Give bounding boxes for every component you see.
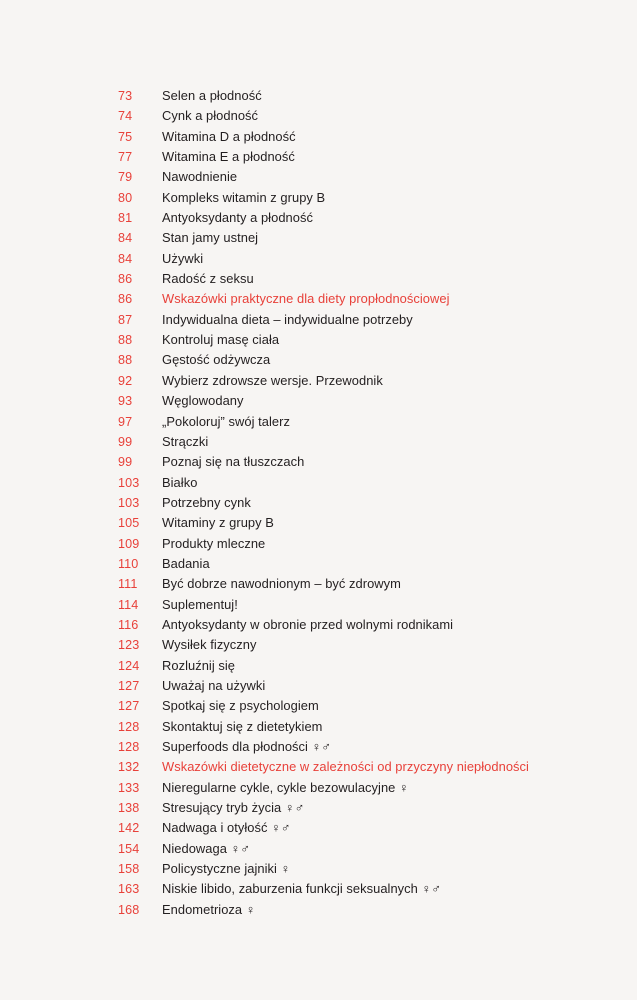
toc-entry-page-number: 92 bbox=[118, 373, 133, 388]
toc-entry-page-number: 138 bbox=[118, 801, 140, 816]
toc-entry[interactable] bbox=[118, 475, 597, 495]
toc-entry-page-number: 73 bbox=[118, 89, 133, 103]
toc-entry-page-number: 142 bbox=[118, 821, 140, 836]
toc-entry-title: Białko bbox=[162, 474, 198, 490]
toc-entry[interactable] bbox=[118, 556, 597, 576]
toc-entry-page-number: 124 bbox=[118, 658, 140, 673]
toc-entry[interactable] bbox=[118, 536, 597, 556]
toc-entry-title: Witamina E a płodność bbox=[162, 149, 295, 165]
toc-entry-page-number: 86 bbox=[118, 292, 133, 307]
toc-entry-title: Używki bbox=[162, 250, 204, 266]
toc-entry-title: Endometrioza ♀ bbox=[162, 901, 256, 917]
toc-entry-page-number: 110 bbox=[118, 556, 139, 571]
toc-entry-page-number: 87 bbox=[118, 312, 133, 327]
toc-entry[interactable] bbox=[118, 434, 597, 454]
toc-entry-title: Wskazówki praktyczne dla diety propłodnościowej bbox=[162, 291, 450, 307]
toc-entry[interactable] bbox=[118, 576, 597, 596]
toc-entry-page-number: 77 bbox=[118, 150, 133, 165]
toc-entry-page-number: 168 bbox=[118, 902, 140, 917]
toc-entry-title: Potrzebny cynk bbox=[162, 494, 251, 510]
toc-entry[interactable] bbox=[118, 251, 597, 271]
toc-entry-title: Niskie libido, zaburzenia funkcji seksualnych ♀♂ bbox=[162, 881, 441, 897]
toc-entry[interactable] bbox=[118, 169, 597, 189]
toc-entry-page-number: 99 bbox=[118, 434, 133, 449]
toc-entry[interactable] bbox=[118, 210, 597, 230]
toc-entry-page-number: 97 bbox=[118, 414, 133, 429]
toc-entry[interactable] bbox=[118, 800, 597, 820]
toc-entry-page-number: 123 bbox=[118, 638, 140, 653]
toc-entry-page-number: 99 bbox=[118, 455, 133, 470]
toc-entry-title: Selen a płodność bbox=[162, 88, 262, 103]
toc-entry-page-number: 103 bbox=[118, 495, 140, 510]
toc-entry-page-number: 84 bbox=[118, 231, 133, 246]
toc-entry[interactable] bbox=[118, 698, 597, 718]
toc-entry[interactable] bbox=[118, 861, 597, 881]
toc-entry-title: Kompleks witamin z grupy B bbox=[162, 189, 326, 205]
toc-entry[interactable] bbox=[118, 108, 597, 128]
toc-entry[interactable] bbox=[118, 617, 597, 637]
toc-entry-page-number: 86 bbox=[118, 272, 133, 287]
toc-entry-title: Być dobrze nawodnionym – być zdrowym bbox=[162, 576, 401, 592]
toc-entry-title: Nawodnienie bbox=[162, 169, 238, 185]
toc-entry-title: Badania bbox=[162, 555, 210, 571]
toc-entry-page-number: 74 bbox=[118, 109, 133, 124]
toc-entry-page-number: 127 bbox=[118, 699, 140, 714]
toc-entry-title: Witamina D a płodność bbox=[162, 128, 296, 144]
toc-entry-page-number: 132 bbox=[118, 760, 140, 775]
toc-entry-title: Nieregularne cykle, cykle bezowulacyjne ♀ bbox=[162, 779, 409, 795]
toc-entry-page-number: 105 bbox=[118, 516, 140, 531]
toc-entry-title: Stan jamy ustnej bbox=[162, 230, 259, 246]
toc-entry-page-number: 103 bbox=[118, 475, 140, 490]
toc-entry[interactable] bbox=[118, 291, 597, 311]
toc-entry-title: Gęstość odżywcza bbox=[162, 352, 271, 368]
toc-entry-title: Cynk a płodność bbox=[162, 108, 259, 124]
toc-entry-title: Węglowodany bbox=[162, 393, 244, 409]
toc-entry[interactable] bbox=[118, 149, 597, 169]
toc-entry[interactable] bbox=[118, 678, 597, 698]
toc-entry[interactable] bbox=[118, 332, 597, 352]
toc-entry-title: Niedowaga ♀♂ bbox=[162, 840, 251, 856]
toc-entry-page-number: 109 bbox=[118, 536, 140, 551]
toc-entry-page-number: 79 bbox=[118, 170, 133, 185]
toc-entry[interactable] bbox=[118, 658, 597, 678]
toc-entry-title: Indywidualna dieta – indywidualne potrzeby bbox=[162, 311, 413, 327]
toc-entry[interactable] bbox=[118, 271, 597, 291]
toc-entry-title: Radość z seksu bbox=[162, 271, 254, 287]
toc-entry[interactable] bbox=[118, 129, 597, 149]
toc-entry-title: Stresujący tryb życia ♀♂ bbox=[162, 800, 305, 816]
toc-entry-page-number: 128 bbox=[118, 719, 140, 734]
toc-entry[interactable] bbox=[118, 495, 597, 515]
toc-entry-title: Witaminy z grupy B bbox=[162, 515, 274, 531]
toc-entry[interactable] bbox=[118, 88, 597, 108]
toc-entry-page-number: 158 bbox=[118, 862, 140, 877]
toc-entry-title: Wybierz zdrowsze wersje. Przewodnik bbox=[162, 372, 383, 388]
toc-entry-title: Kontroluj masę ciała bbox=[162, 332, 280, 348]
toc-entry[interactable] bbox=[118, 739, 597, 759]
toc-entry-page-number: 88 bbox=[118, 353, 133, 368]
toc-entry[interactable] bbox=[118, 454, 597, 474]
toc-entry-title: Produkty mleczne bbox=[162, 535, 266, 551]
toc-entry-title: Suplementuj! bbox=[162, 596, 238, 612]
toc-entry[interactable] bbox=[118, 312, 597, 332]
toc-entry-title: Wysiłek fizyczny bbox=[162, 637, 257, 653]
toc-entry-page-number: 84 bbox=[118, 251, 133, 266]
toc-entry-title: Nadwaga i otyłość ♀♂ bbox=[162, 820, 291, 836]
toc-entry-title: Antyoksydanty w obronie przed wolnymi rodnikami bbox=[162, 616, 454, 632]
toc-entry-title: Poznaj się na tłuszczach bbox=[162, 454, 305, 470]
toc-entry-title: Spotkaj się z psychologiem bbox=[162, 698, 319, 714]
toc-entry[interactable] bbox=[118, 820, 597, 840]
toc-entry-page-number: 154 bbox=[118, 841, 140, 856]
toc-entry[interactable] bbox=[118, 414, 597, 434]
table-of-contents bbox=[118, 88, 597, 922]
toc-entry-page-number: 88 bbox=[118, 333, 133, 348]
toc-entry-page-number: 111 bbox=[118, 577, 138, 592]
toc-entry-page-number: 81 bbox=[118, 211, 133, 226]
toc-entry-page-number: 75 bbox=[118, 129, 133, 144]
toc-entry-title: Antyoksydanty a płodność bbox=[162, 210, 313, 226]
toc-entry[interactable] bbox=[118, 780, 597, 800]
toc-entry[interactable] bbox=[118, 841, 597, 861]
toc-entry[interactable] bbox=[118, 230, 597, 250]
toc-entry[interactable] bbox=[118, 719, 597, 739]
toc-entry-title: Skontaktuj się z dietetykiem bbox=[162, 718, 323, 734]
toc-entry-title: „Pokoloruj” swój talerz bbox=[162, 413, 290, 429]
toc-entry-title: Policystyczne jajniki ♀ bbox=[162, 861, 291, 877]
toc-entry[interactable] bbox=[118, 637, 597, 657]
toc-entry-page-number: 163 bbox=[118, 882, 140, 897]
toc-entry-title: Wskazówki dietetyczne w zależności od przyczyny niepłodności bbox=[162, 759, 529, 775]
toc-entry[interactable] bbox=[118, 597, 597, 617]
toc-entry[interactable] bbox=[118, 759, 597, 779]
toc-entry-title: Rozluźnij się bbox=[162, 657, 236, 673]
toc-entry-page-number: 133 bbox=[118, 780, 140, 795]
toc-entry-page-number: 116 bbox=[118, 617, 139, 632]
toc-entry[interactable] bbox=[118, 352, 597, 372]
toc-entry[interactable] bbox=[118, 902, 597, 922]
toc-entry[interactable] bbox=[118, 190, 597, 210]
toc-entry-title: Uważaj na używki bbox=[162, 677, 266, 693]
toc-entry-title: Superfoods dla płodności ♀♂ bbox=[162, 739, 332, 754]
toc-entry-page-number: 93 bbox=[118, 394, 133, 409]
toc-entry[interactable] bbox=[118, 515, 597, 535]
toc-entry[interactable] bbox=[118, 393, 597, 413]
toc-entry-page-number: 128 bbox=[118, 740, 140, 754]
toc-entry[interactable] bbox=[118, 881, 597, 901]
toc-entry-page-number: 127 bbox=[118, 678, 140, 693]
toc-entry-title: Strączki bbox=[162, 433, 209, 449]
toc-entry[interactable] bbox=[118, 373, 597, 393]
toc-entry-page-number: 80 bbox=[118, 190, 133, 205]
toc-entry-page-number: 114 bbox=[118, 597, 139, 612]
